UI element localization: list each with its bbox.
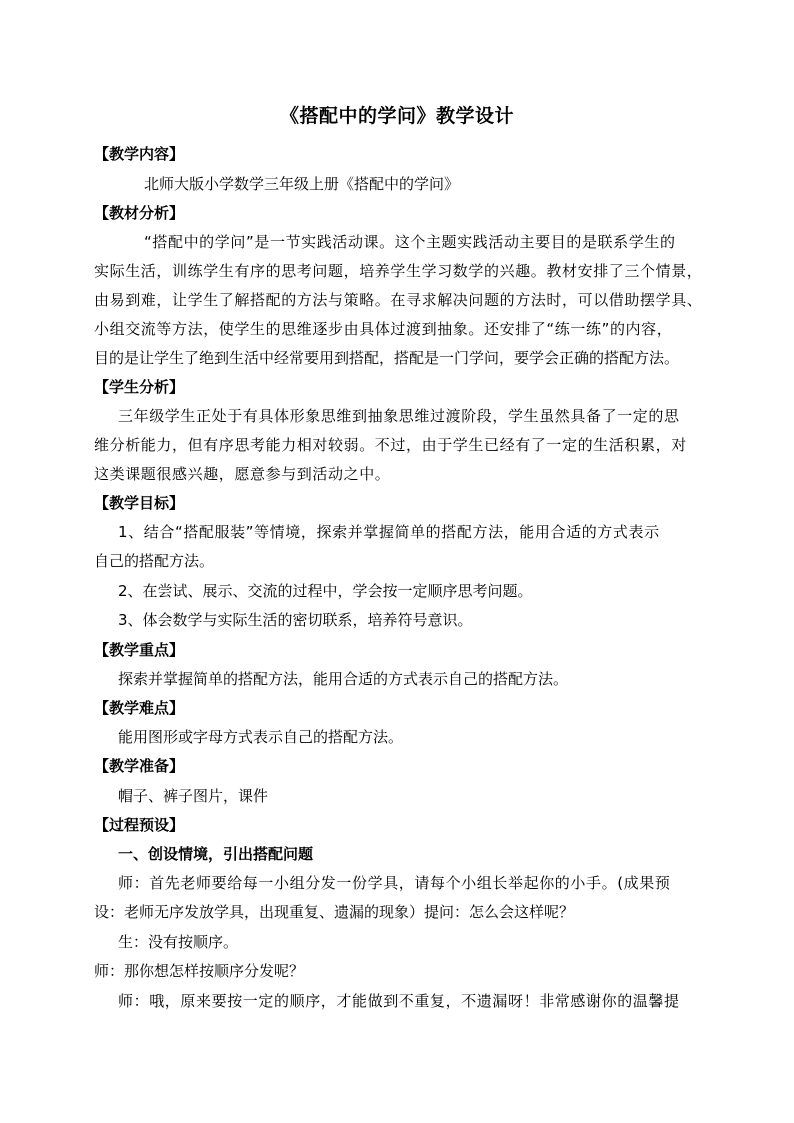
- prep-line: 帽子、裤子图片，课件: [118, 787, 269, 805]
- students-line: 这类课题很感兴趣，愿意参与到活动之中。: [94, 465, 391, 483]
- process-subheading: 一、创设情境，引出搭配问题: [118, 845, 314, 863]
- process-line: 生：没有按顺序。: [118, 933, 239, 951]
- goals-line: 3、体会数学与实际生活的密切联系，培养符号意识。: [118, 611, 473, 629]
- material-line: 目的是让学生了绝到生活中经常要用到搭配，搭配是一门学问，要学会正确的搭配方法。: [94, 349, 680, 367]
- heading-teaching-prep: 【教学准备】: [94, 757, 185, 775]
- heading-process: 【过程预设】: [94, 816, 185, 834]
- heading-teaching-difficulty: 【教学难点】: [94, 699, 185, 717]
- difficulty-line: 能用图形或字母方式表示自己的搭配方法。: [118, 728, 404, 746]
- heading-teaching-focus: 【教学重点】: [94, 641, 185, 659]
- goals-line: 自己的搭配方法。: [94, 552, 215, 570]
- goals-line: 2、在尝试、展示、交流的过程中，学会按一定顺序思考问题。: [118, 582, 533, 600]
- process-line: 师：首先老师要给每一小组分发一份学具，请每个小组长举起你的小手。(成果预: [118, 874, 671, 892]
- students-line: 三年级学生正处于有具体形象思维到抽象思维过渡阶段，学生虽然具备了一定的思: [118, 407, 680, 425]
- heading-teaching-goals: 【教学目标】: [94, 494, 185, 512]
- heading-student-analysis: 【学生分析】: [94, 378, 185, 396]
- document-title: 《搭配中的学问》教学设计: [279, 105, 514, 127]
- focus-line: 探索并掌握简单的搭配方法，能用合适的方式表示自己的搭配方法。: [118, 670, 569, 688]
- material-line: 实际生活，训练学生有序的思考问题，培养学生学习数学的兴趣。教材安排了三个情景，: [94, 262, 703, 280]
- material-line: “搭配中的学问”是一节实践活动课。这个主题实践活动主要目的是联系学生的: [144, 233, 676, 251]
- content-line: 北师大版小学数学三年级上册《搭配中的学问》: [144, 175, 460, 193]
- goals-line: 1、结合“搭配服装”等情境，探索并掌握简单的搭配方法，能用合适的方式表示: [118, 523, 660, 541]
- material-line: 小组交流等方法，使学生的思维逐步由具体过渡到抽象。还安排了“练一练”的内容，: [94, 320, 673, 338]
- heading-teaching-content: 【教学内容】: [94, 145, 185, 163]
- material-line: 由易到难，让学生了解搭配的方法与策略。在寻求解决问题的方法时，可以借助摆学具、: [94, 291, 703, 309]
- heading-material-analysis: 【教材分析】: [94, 204, 185, 222]
- process-line: 师：那你想怎样按顺序分发呢？: [94, 962, 305, 980]
- students-line: 维分析能力，但有序思考能力相对较弱。不过，由于学生已经有了一定的生活积累，对: [94, 436, 687, 454]
- process-line: 师：哦，原来要按一定的顺序，才能做到不重复，不遗漏呀！非常感谢你的温馨提: [118, 992, 680, 1010]
- process-line: 设：老师无序发放学具，出现重复、遗漏的现象）提问：怎么会这样呢？: [94, 903, 575, 921]
